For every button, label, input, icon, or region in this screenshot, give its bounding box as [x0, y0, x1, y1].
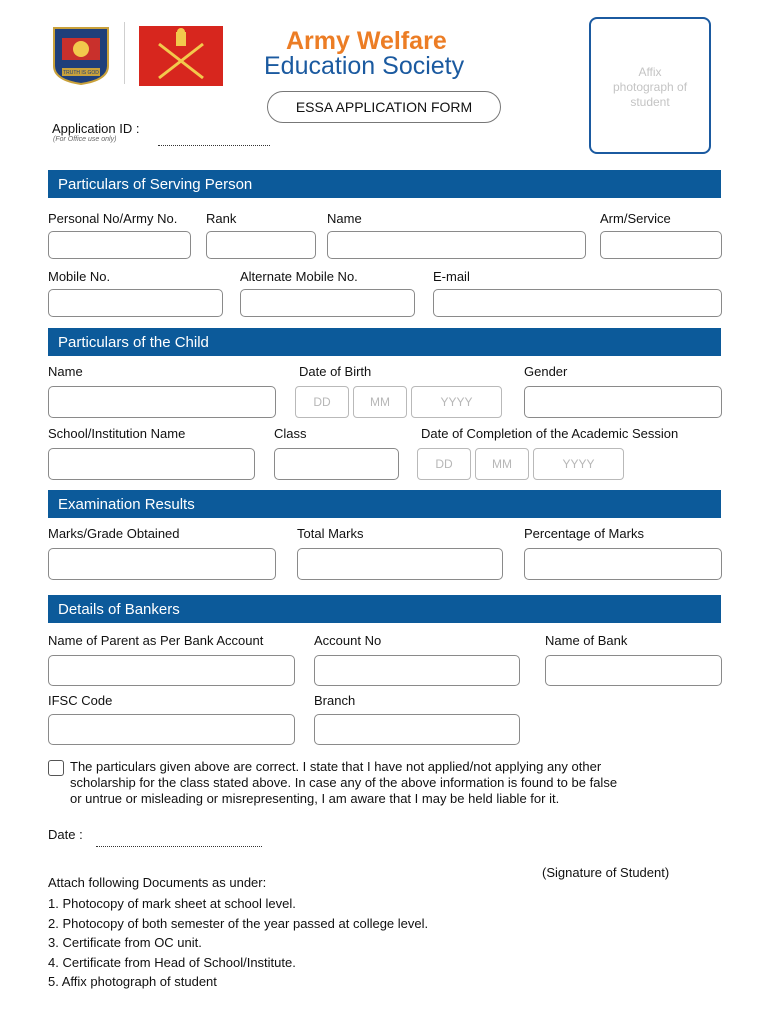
branch-input[interactable]: [314, 714, 520, 745]
dob-year-input[interactable]: YYYY: [411, 386, 502, 418]
name-input[interactable]: [327, 231, 586, 259]
document-item: 4. Certificate from Head of School/Institute.: [48, 955, 296, 970]
document-item: 2. Photocopy of both semester of the year passed at college level.: [48, 916, 429, 931]
title-line2: Education Society: [264, 52, 465, 80]
label-name: Name: [327, 211, 362, 226]
awes-emblem-logo: [50, 22, 112, 86]
dob-month-input[interactable]: MM: [353, 386, 407, 418]
declaration-line1: The particulars given above are correct. I state that I have not applied/not applying any other: [70, 759, 602, 774]
gender-input[interactable]: [524, 386, 722, 418]
office-use-note: (For Office use only): [53, 136, 117, 143]
label-percentage: Percentage of Marks: [524, 526, 644, 541]
ifsc-input[interactable]: [48, 714, 295, 745]
document-item: 5. Affix photograph of student: [48, 974, 217, 989]
label-ifsc: IFSC Code: [48, 693, 113, 708]
section-bar-serving-person: Particulars of Serving Person: [48, 170, 721, 198]
mobile-input[interactable]: [48, 289, 223, 317]
declaration-text: [70, 759, 617, 807]
label-gender: Gender: [524, 364, 568, 379]
label-bank-name: Name of Bank: [545, 633, 628, 648]
photo-box-text: Affix photograph of student: [612, 65, 688, 109]
army-flag-logo: [139, 26, 223, 86]
parent-name-input[interactable]: [48, 655, 295, 686]
label-personal-no: Personal No/Army No.: [48, 211, 178, 226]
completion-year-input[interactable]: YYYY: [533, 448, 624, 480]
email-input[interactable]: [433, 289, 722, 317]
title-line1: Army Welfare: [286, 27, 447, 55]
application-id-label: Application ID :: [52, 121, 140, 136]
signature-label: (Signature of Student): [542, 865, 670, 880]
rank-input[interactable]: [206, 231, 316, 259]
class-input[interactable]: [274, 448, 399, 480]
label-total-marks: Total Marks: [297, 526, 364, 541]
section-bar-child: Particulars of the Child: [48, 328, 721, 356]
label-marks-obtained: Marks/Grade Obtained: [48, 526, 180, 541]
label-alt-mobile: Alternate Mobile No.: [240, 269, 358, 284]
label-arm-service: Arm/Service: [600, 211, 671, 226]
alt-mobile-input[interactable]: [240, 289, 415, 317]
date-field[interactable]: [96, 846, 262, 847]
photo-box: [589, 17, 711, 154]
document-item: 1. Photocopy of mark sheet at school level.: [48, 896, 296, 911]
date-label: Date :: [48, 827, 83, 842]
account-no-input[interactable]: [314, 655, 520, 686]
label-child-name: Name: [48, 364, 83, 379]
svg-text:TRUTH IS GOD: TRUTH IS GOD: [63, 70, 99, 76]
form-title-pill: [267, 91, 501, 123]
personal-no-input[interactable]: [48, 231, 191, 259]
attach-heading: Attach following Documents as under:: [48, 875, 267, 890]
label-completion-date: Date of Completion of the Academic Session: [421, 426, 679, 441]
label-account-no: Account No: [314, 633, 382, 648]
logo-divider: [124, 22, 125, 84]
section-bar-exam: Examination Results: [48, 490, 721, 518]
section-bar-bankers: Details of Bankers: [48, 595, 721, 623]
completion-month-input[interactable]: MM: [475, 448, 529, 480]
percentage-input[interactable]: [524, 548, 722, 580]
dob-day-input[interactable]: DD: [295, 386, 349, 418]
label-branch: Branch: [314, 693, 356, 708]
label-email: E-mail: [433, 269, 470, 284]
label-rank: Rank: [206, 211, 237, 226]
school-input[interactable]: [48, 448, 255, 480]
form-title: ESSA APPLICATION FORM: [295, 99, 473, 115]
arm-service-input[interactable]: [600, 231, 722, 259]
label-parent-name: Name of Parent as Per Bank Account: [48, 633, 264, 648]
completion-day-input[interactable]: DD: [417, 448, 471, 480]
declaration-line3: or untrue or misleading or misrepresenting, I am aware that I may be held liable for it.: [70, 791, 560, 806]
bank-name-input[interactable]: [545, 655, 722, 686]
label-mobile: Mobile No.: [48, 269, 111, 284]
label-school: School/Institution Name: [48, 426, 186, 441]
label-dob: Date of Birth: [299, 364, 372, 379]
declaration-checkbox[interactable]: [48, 760, 64, 776]
declaration-line2: scholarship for the class stated above. In case any of the above information is found to be false: [70, 775, 618, 790]
document-item: 3. Certificate from OC unit.: [48, 935, 202, 950]
application-id-field[interactable]: [158, 145, 270, 146]
marks-obtained-input[interactable]: [48, 548, 276, 580]
label-class: Class: [274, 426, 307, 441]
total-marks-input[interactable]: [297, 548, 503, 580]
child-name-input[interactable]: [48, 386, 276, 418]
